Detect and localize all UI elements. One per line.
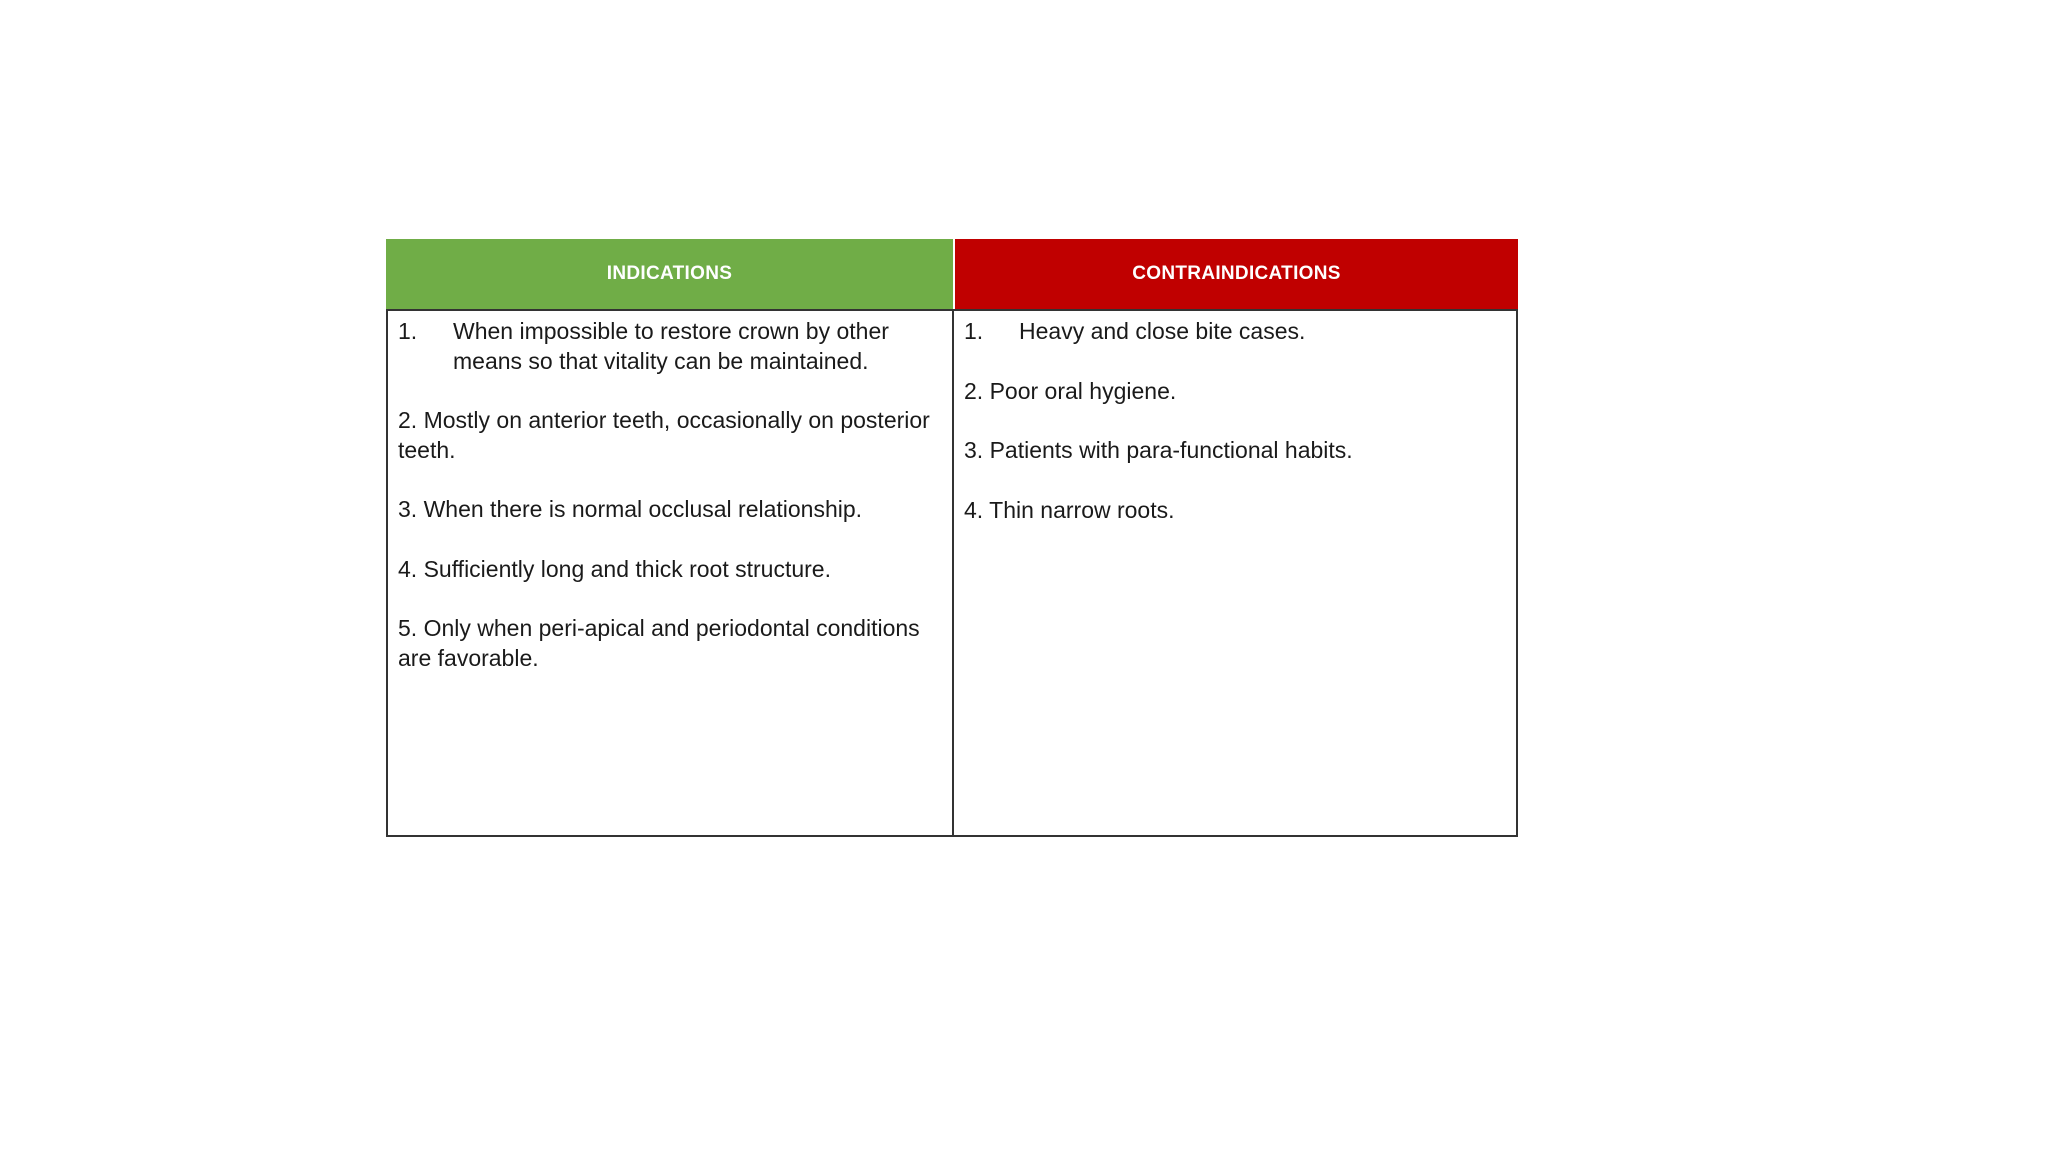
indications-cell bbox=[386, 309, 953, 837]
indication-item-number: 2. bbox=[398, 407, 424, 433]
contraindication-item bbox=[964, 317, 1506, 347]
indication-item bbox=[398, 406, 942, 465]
indication-item-number: 3. bbox=[398, 496, 424, 522]
contraindications-cell bbox=[953, 309, 1518, 837]
contraindication-item-text: Patients with para-functional habits. bbox=[989, 437, 1353, 463]
indication-item-number: 5. bbox=[398, 615, 424, 641]
indication-item-number: 4. bbox=[398, 555, 424, 582]
contraindication-item-text: Poor oral hygiene. bbox=[989, 377, 1177, 404]
contraindication-item bbox=[964, 377, 1506, 407]
contraindication-item-number: 2. bbox=[964, 377, 990, 404]
indication-item-text: Sufficiently long and thick root structure. bbox=[423, 555, 831, 582]
indication-item bbox=[398, 317, 942, 376]
indication-item bbox=[398, 555, 942, 585]
indication-item-text: Mostly on anterior teeth, occasionally on posterior teeth. bbox=[398, 407, 930, 463]
indications-contraindications-table bbox=[386, 239, 1518, 837]
indication-item-text: When there is normal occlusal relationship. bbox=[423, 496, 863, 522]
indication-item-text: When impossible to restore crown by other means so that vitality can be maintained. bbox=[453, 318, 889, 374]
indication-item bbox=[398, 495, 942, 525]
indication-item-number: 1. bbox=[398, 318, 418, 344]
contraindication-item bbox=[964, 436, 1506, 466]
indication-item bbox=[398, 614, 942, 673]
indication-item-text: Only when peri-apical and periodontal conditions are favorable. bbox=[398, 615, 920, 671]
contraindication-item-number: 1. bbox=[964, 318, 984, 344]
contraindication-item bbox=[964, 496, 1506, 526]
contraindication-item-number: 4. bbox=[964, 496, 990, 523]
contraindication-item-text: Heavy and close bite cases. bbox=[1019, 318, 1306, 344]
indications-header: INDICATIONS bbox=[386, 239, 953, 309]
contraindication-item-number: 3. bbox=[964, 437, 990, 463]
contraindications-header: CONTRAINDICATIONS bbox=[953, 239, 1518, 309]
contraindication-item-text: Thin narrow roots. bbox=[989, 496, 1175, 523]
